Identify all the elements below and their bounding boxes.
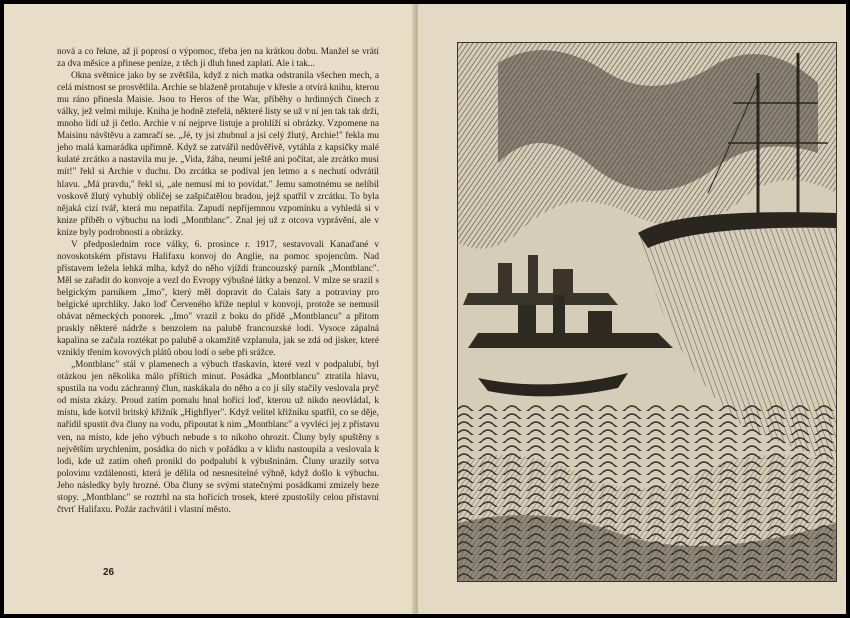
illustration-drawing	[458, 43, 836, 581]
paragraph: nová a co řekne, až jí poprosí o výpomoc, třeba jen na krátkou dobu. Manžel se vrátí za dva měsíce a přinese peníze, z těch jí dluh hned zaplatí. Ale i tak...	[57, 47, 379, 70]
body-text	[57, 46, 379, 516]
right-page	[418, 4, 846, 614]
paragraph: V předposledním roce války, 6. prosince r. 1917, sestavovali Kanaďané v novoskotském přístavu Halifaxu konvoj do Anglie, na pomoc spojencům. Nad přístavem ležela lehká mlha, když do něho vjíždí francouzský parník „Montblanc". Měl se zařadit do konvoje a vezl do Evropy výbušné látky a benzol. V mlze se srazil s belgickým parníkem „Imo", který měl dopravit do Calais šaty a potraviny pro belgické uprchlíky. Jako loď Červeného kříže neplul v konvoji, protože se nemusil obávat německých ponorek. „Imo" vrazil z boku do přídě „Montblancu" a přitom praskly některé nádrže s benzolem na palubě francouzské lodi. Vysoce zápalná kapalina se začala roztékat po palubě a okamžitě vzplanula, jak se zdá od jisker, které vznikly třením kovových plátů obou lodí o sebe při srážce.	[57, 239, 379, 359]
paragraph: Okna světnice jako by se zvětšila, když z nich matka odstranila všechen mech, a celá místnost se prosvětlila. Archie se blaženě protahuje v křesle a otvírá knihu, kterou mu ráno přinesla Maisie. Jsou to Heros of the War, příběhy o hrdinných činech z války, jež velmi miluje. Kniha je hodně zteřelá, některé listy se už v ní jen tak tak drží, mnoho lidí už ji četlo. Archie v ní nejprve listuje a prohlíží si obrázky. Vzpomene na Maisinu návštěvu a zamračí se. „Jé, ty jsi zhubnul a jsi celý žlutý, Archie!" řekla mu jeho malá kamarádka upřímně. Když se zatvářil nedůvěřivě, vytáhla z kapsičky malé kulaté zrcátko a nastavila mu je. „Vida, žába, neumí ještě ani počítat, ale zrcátko musí mít!" řekl si Archie v duchu. Do zrcátka se podíval jen letmo a s nechutí odvrátil hlavu. „Má pravdu," řekl si, „ale nemusí mi to povídat." Jemu samotnému se nelíbil voskově žlutý vyhublý obličej se zašpičatělou bradou, jejž spatřil v zrcátku. To byla nějaká cizí tvář, která mu nepatřila. Zapudí nepříjemnou vzpomínku a vyhledá si v knize příběh o výbuchu na lodi „Montblanc". Znal jej už z otcova vyprávění, ale v knize byly podrobnosti a obrázky.	[57, 71, 379, 238]
paragraph: „Montblanc" stál v plamenech a výbuch třaskavin, které vezl v podpalubí, byl otázkou jen několika málo příštích minut. Posádka „Montblancu" ztratila hlavu, spustila na vodu záchranný člun, naskákala do něho a co jí síly stačily veslovala pryč od místa zkázy. Proud zatím pomalu hnal hořící loď, kterou už nikdo neovládal, k místu, kde kotvil britský křižník „Highflyer". Když velitel křižníku spatřil, co se děje, nařídil spustit dva čluny na vodu, připoutat k nim „Montblanc" a vyvléci jej z přístavu ven, na místo, kde jeho výbuch nebude s to nikoho ohrozit. Čluny byly spuštěny s největším urychlením, posádka do nich v pořádku a v klidu nastoupila a veslovala k lodi, kde už zatím oheň pronikl do podpalubí k výbušninám. Čluny urazily sotva polovinu vzdálenosti, která je dělila od nesnesitelné výhně, když došlo k výbuchu. Jeho následky byly hrozné. Oba čluny se svými statečnými posádkami zmizely beze stopy. „Montblanc" se roztrhl na sta hořících trosek, které zpustošily celou přístavní čtvrť Halifaxu. Požár zachvátil i vlastní město.	[57, 360, 379, 515]
ship-illustration	[457, 42, 837, 582]
page-number: 26	[103, 567, 115, 578]
left-page	[4, 4, 416, 614]
book-spread	[4, 4, 846, 614]
